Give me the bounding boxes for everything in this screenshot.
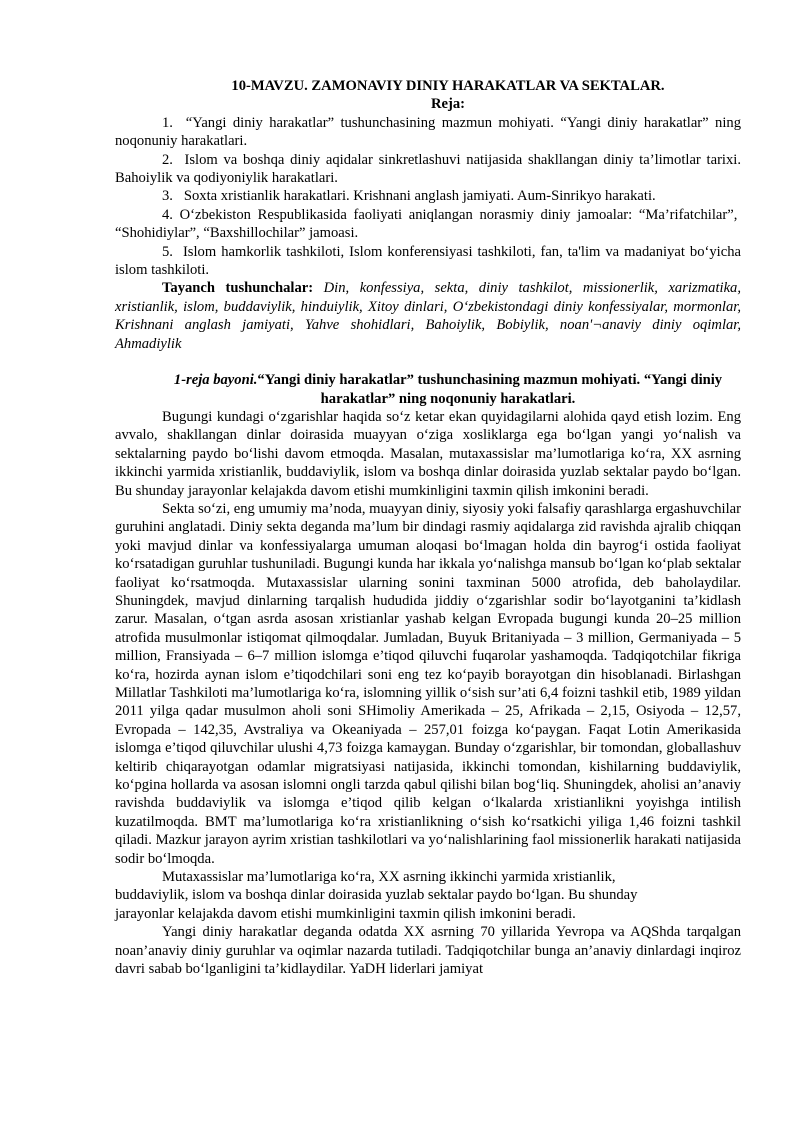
plan-item-2: 2. Islom va boshqa diniy aqidalar sinkretlashuvi natijasida shakllangan diniy ta’limotlar tarixi. Bahoiylik va qodiyoniylik harakatlari. — [115, 151, 741, 187]
section-title: “Yangi diniy harakatlar” tushunchasining mazmun mohiyati. “Yangi diniy harakatlar” ning noqonuniy harakatlari. — [257, 372, 723, 407]
key-concepts — [115, 279, 741, 353]
plan-item-1: 1. “Yangi diniy harakatlar” tushunchasining mazmun mohiyati. “Yangi diniy harakatlar” ning noqonuniy harakatlari. — [115, 114, 741, 150]
document-body — [115, 77, 741, 979]
body-paragraph-2: Sekta so‘zi, eng umumiy ma’noda, muayyan diniy, siyosiy yoki falsafiy qarashlarga ergashuvchilar guruhini anglatadi. Diniy sekta deganda ma’lum bir dindagi rasmiy aqidalarga zid ravishda ajralib chiqqan yoki mavjud dinlar va konfessiyalarga umuman aloqasi bo‘lmagan holda din bayrog‘i ostida faoliyat ko‘rsatadigan guruhlar tushuniladi. Bugungi kunda har ikkala yo‘nalishga mansub bo‘lgan ko‘plab sektalar faoliyat ko‘rsatmoqda. Mutaxassislar ularning sonini taxminan 5000 atrofida, deb baholaydilar. Shuningdek, mavjud dinlarning tarqalish hududida jiddiy o‘zgarishlar sodir bo‘layotganini ta’kidlash zarur. Masalan, o‘tgan asrda asosan xristianlar yashab kelgan Evropada bugungi kunda 20–25 million atrofida musulmonlar istiqomat qilmoqdalar. Jumladan, Buyuk Britaniyada – 3 million, Germaniyada – 5 million, Fransiyada – 6–7 million islomga e’tiqod qiluvchi fuqarolar yashamoqda. Tadqiqotchilar fikriga ko‘ra, hozirda aynan islom e’tiqodchilari soni eng tez ko‘payib borayotgan din hisoblanadi. Birlashgan Millatlar Tashkiloti ma’lumotlariga ko‘ra, islomning yillik o‘sish sur’ati 6,4 foizni tashkil etib, 1989 yildan 2011 yilga qadar musulmon aholi soni SHimoliy Amerikada – 25, Afrikada – 2,15, Osiyoda – 12,57, Evropada – 142,35, Avstraliya va Okeaniyada – 257,01 foizga ko‘paygan. Faqat Lotin Amerikasida islomga e’tiqod qiluvchilar ulushi 4,73 foizga kamaygan. Bunday o‘zgarishlar, bir tomondan, globallashuv keltirib chiqarayotgan odamlar migratsiyasi natijasida, ikkinchi tomondan, kishilarning buddaviylik, ko‘pgina hollarda va asosan islomni ongli tarzda qabul qilishi bilan bog‘liq. Shuningdek, aholisi an’anaviy ravishda buddaviylik va islomga e’tiqod qilib kelgan o‘lkalarda xristianlikni yoyishga intilish kuzatilmoqda. BMT ma’lumotlariga ko‘ra xristianlikning o‘sish ko‘rsatkichi yiliga 1,46 foizni tashkil qiladi. Mazkur jarayon ayrim xristian tashkilotlari va yo‘nalishlarining faol missionerlik harakati natijasida sodir bo‘lmoqda. — [115, 500, 741, 867]
key-concepts-terms: Din, konfessiya, sekta, diniy tashkilot, missionerlik, xarizmatika, xristianlik, islom, buddaviylik, hinduiylik, Xitoy dinlari, O‘zbekistondagi diniy konfessiyalar, mormonlar, Krishnani anglash jamiyati, Yahve shohidlari, Bahoiylik, Bobiylik, noan'¬anaviy diniy oqimlar, Ahmadiylik — [115, 280, 742, 352]
section-heading — [115, 371, 741, 408]
body-paragraph-1: Bugungi kundagi o‘zgarishlar haqida so‘z ketar ekan quyidagilarni alohida qayd etish lozim. Eng avvalo, shakllangan dinlar doirasida muayyan o‘ziga xosliklarga ega bo‘lgan yangi yo‘nalish va sektalarning paydo bo‘lishi davom etmoqda. Masalan, mutaxassislar ma’lumotlariga ko‘ra, XX asrning ikkinchi yarmida xristianlik, buddaviylik, islom va boshqa dinlar doirasida yuzlab sektalar paydo bo‘lgan. Bu shunday jarayonlar kelajakda davom etishi mumkinligini taxmin qilish imkonini beradi. — [115, 408, 741, 499]
body-paragraph-4: Yangi diniy harakatlar deganda odatda XX asrning 70 yillarida Yevropa va AQShda tarqalgan noan’anaviy diniy guruhlar va oqimlar nazarda tutiladi. Tadqiqotchilar bunga an’anaviy dinlardagi inqiroz davri sabab bo‘lganligini ta’kidlaydilar. YaDH liderlari jamiyat — [115, 924, 741, 978]
body-paragraph-3-line-1: Mutaxassislar ma’lumotlariga ko‘ra, XX asrning ikkinchi yarmida xristianlik, — [162, 869, 616, 886]
body-paragraph-3-line-2: buddaviylik, islom va boshqa dinlar doirasida yuzlab sektalar paydo bo‘lgan. Bu shunday — [115, 887, 638, 904]
plan-heading: Reja: — [430, 96, 466, 113]
plan-item-3: 3. Soxta xristianlik harakatlari. Krishnani anglash jamiyati. Aum-Sinrikyo harakati. — [162, 188, 656, 205]
page-title: 10-MAVZU. ZAMONAVIY DINIY HARAKATLAR VA SEKTALAR. — [231, 78, 665, 94]
plan-item-5: 5. Islom hamkorlik tashkiloti, Islom konferensiyasi tashkiloti, fan, ta'lim va madaniyat bo‘yicha islom tashkiloti. — [115, 243, 741, 279]
plan-item-4: 4. O‘zbekiston Respublikasida faoliyati aniqlangan norasmiy diniy jamoalar: “Ma’rifatchilar”, “Shohidiylar”, “Baxshillochilar” jamoasi. — [115, 206, 741, 242]
body-paragraph-3-line-3: jarayonlar kelajakda davom etishi mumkinligini taxmin qilish imkonini beradi. — [115, 905, 576, 922]
key-concepts-label: Tayanch tushunchalar: — [162, 280, 314, 297]
section-lead: 1-reja bayoni. — [173, 372, 258, 389]
